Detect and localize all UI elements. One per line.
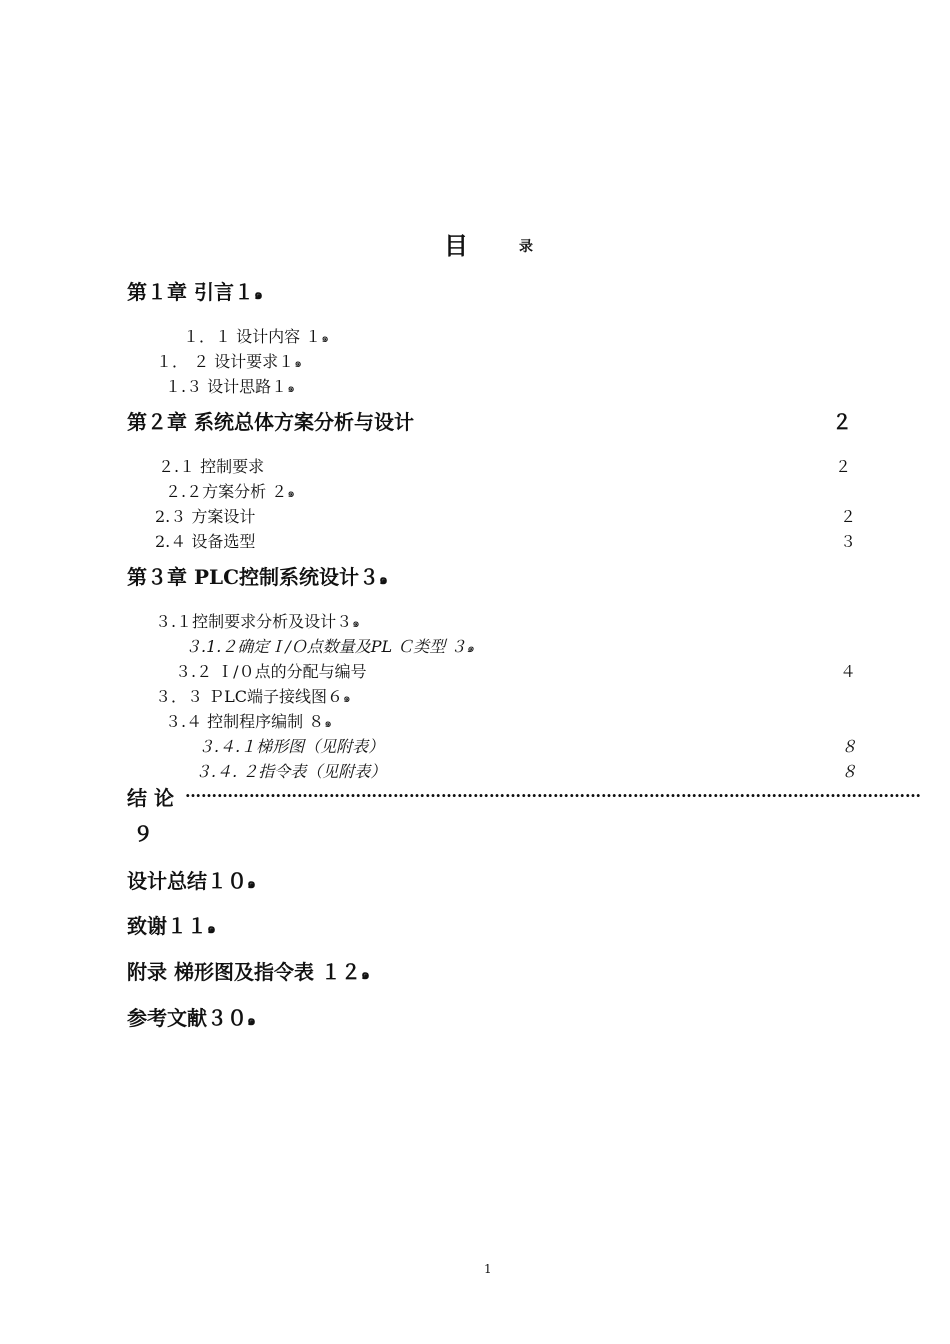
- toc-section-2-4[interactable]: [155, 529, 255, 552]
- paragraph-mark-icon: ๑: [287, 486, 295, 500]
- toc-section-2-4-page: ３: [840, 532, 857, 551]
- toc-chapter-3[interactable]: [127, 561, 388, 591]
- toc-thanks-label: 致谢１１: [127, 914, 207, 938]
- toc-section-3-1[interactable]: [155, 609, 360, 633]
- toc-section-2-1[interactable]: [158, 454, 264, 477]
- toc-appendix-label: 附录 梯形图及指令表 １２: [127, 960, 361, 984]
- toc-subsection-3-4-1[interactable]: [198, 734, 384, 757]
- toc-section-2-2[interactable]: [165, 479, 295, 503]
- paragraph-mark-icon: ๑: [378, 572, 388, 588]
- toc-subsection-3-4-1-page: ８: [841, 737, 858, 756]
- toc-section-1-2[interactable]: [156, 349, 302, 373]
- paragraph-mark-icon: ๑: [247, 1013, 256, 1029]
- paragraph-mark-icon: ๑: [287, 381, 295, 395]
- paragraph-mark-icon: ๑: [466, 641, 474, 655]
- toc-chapter-2[interactable]: [127, 406, 414, 435]
- toc-section-3-2-page: ４: [840, 662, 857, 681]
- paragraph-mark-icon: ๑: [247, 876, 256, 892]
- toc-thanks[interactable]: [127, 910, 216, 940]
- paragraph-mark-icon: ๑: [360, 967, 370, 983]
- toc-summary[interactable]: [127, 865, 256, 895]
- toc-section-3-3[interactable]: [155, 684, 351, 708]
- toc-section-2-1-page: ２: [835, 457, 852, 476]
- toc-references[interactable]: [127, 1002, 256, 1032]
- toc-section-2-3-page: ２: [840, 507, 857, 526]
- toc-title: [0, 226, 950, 262]
- toc-subsection-label: ３.４. ２指令表（见附表）: [195, 762, 387, 781]
- toc-section-1-1[interactable]: [183, 324, 329, 348]
- toc-title-sub: 录: [519, 239, 533, 255]
- toc-section-label: ３.４ 控制程序编制 ８: [165, 712, 325, 731]
- toc-summary-label: 设计总结１０: [127, 869, 247, 893]
- paragraph-mark-icon: ๑: [253, 287, 263, 303]
- toc-chapter-3-label: 第３章 PLC控制系统设计３: [127, 565, 379, 589]
- paragraph-mark-icon: ๑: [352, 616, 360, 630]
- toc-section-1-3[interactable]: [165, 374, 295, 398]
- toc-subsection-label: ３.４.１梯形图（见附表）: [198, 737, 385, 756]
- paragraph-mark-icon: ๑: [321, 331, 329, 345]
- toc-conclusion-page: ９: [133, 822, 153, 846]
- toc-references-label: 参考文献３０: [127, 1006, 247, 1030]
- page-number: 1: [484, 1262, 492, 1276]
- toc-subsection-3-4-2-page: ８: [841, 762, 858, 781]
- toc-section-label: ２.２方案分析 ２: [165, 482, 288, 501]
- toc-section-label: ３．３ ＰLC端子接线图６: [155, 687, 343, 706]
- toc-section-label: ３.１控制要求分析及设计３: [155, 612, 353, 631]
- toc-title-main: 目: [444, 231, 468, 260]
- toc-section-label: １.３ 设计思路１: [165, 377, 288, 396]
- paragraph-mark-icon: ๑: [324, 716, 332, 730]
- toc-subsection-label: ３.1.２确定Ｉ/Ｏ点数量及PL Ｃ类型 ３: [185, 637, 467, 656]
- toc-subsection-3-1-2[interactable]: [185, 634, 474, 658]
- toc-chapter-2-page: ２: [832, 410, 852, 434]
- toc-section-label: ３.２ Ｉ/０点的分配与编号: [175, 662, 367, 681]
- toc-conclusion[interactable]: [127, 782, 174, 811]
- toc-section-label: １． ２ 设计要求１: [156, 352, 295, 371]
- toc-chapter-1[interactable]: [127, 276, 263, 306]
- paragraph-mark-icon: ๑: [342, 691, 351, 705]
- dot-leader: …………………………………………………………………………………………………………………………: [185, 782, 921, 801]
- toc-section-label: 2.３ 方案设计: [155, 507, 256, 526]
- toc-section-label: 2.４ 设备选型: [155, 532, 256, 551]
- paragraph-mark-icon: ๑: [207, 921, 216, 937]
- toc-section-3-4[interactable]: [165, 709, 332, 733]
- toc-section-label: １．１ 设计内容 １: [183, 327, 322, 346]
- toc-appendix[interactable]: [127, 956, 370, 986]
- toc-conclusion-label: 结 论: [127, 786, 174, 810]
- toc-chapter-1-label: 第１章 引言１: [127, 280, 254, 304]
- paragraph-mark-icon: ๑: [294, 356, 302, 370]
- toc-section-2-3[interactable]: [155, 504, 255, 527]
- toc-subsection-3-4-2[interactable]: [195, 759, 386, 782]
- toc-section-label: ２.１ 控制要求: [158, 457, 265, 476]
- toc-chapter-2-label: 第２章 系统总体方案分析与设计: [127, 410, 414, 434]
- toc-section-3-2[interactable]: [175, 659, 367, 682]
